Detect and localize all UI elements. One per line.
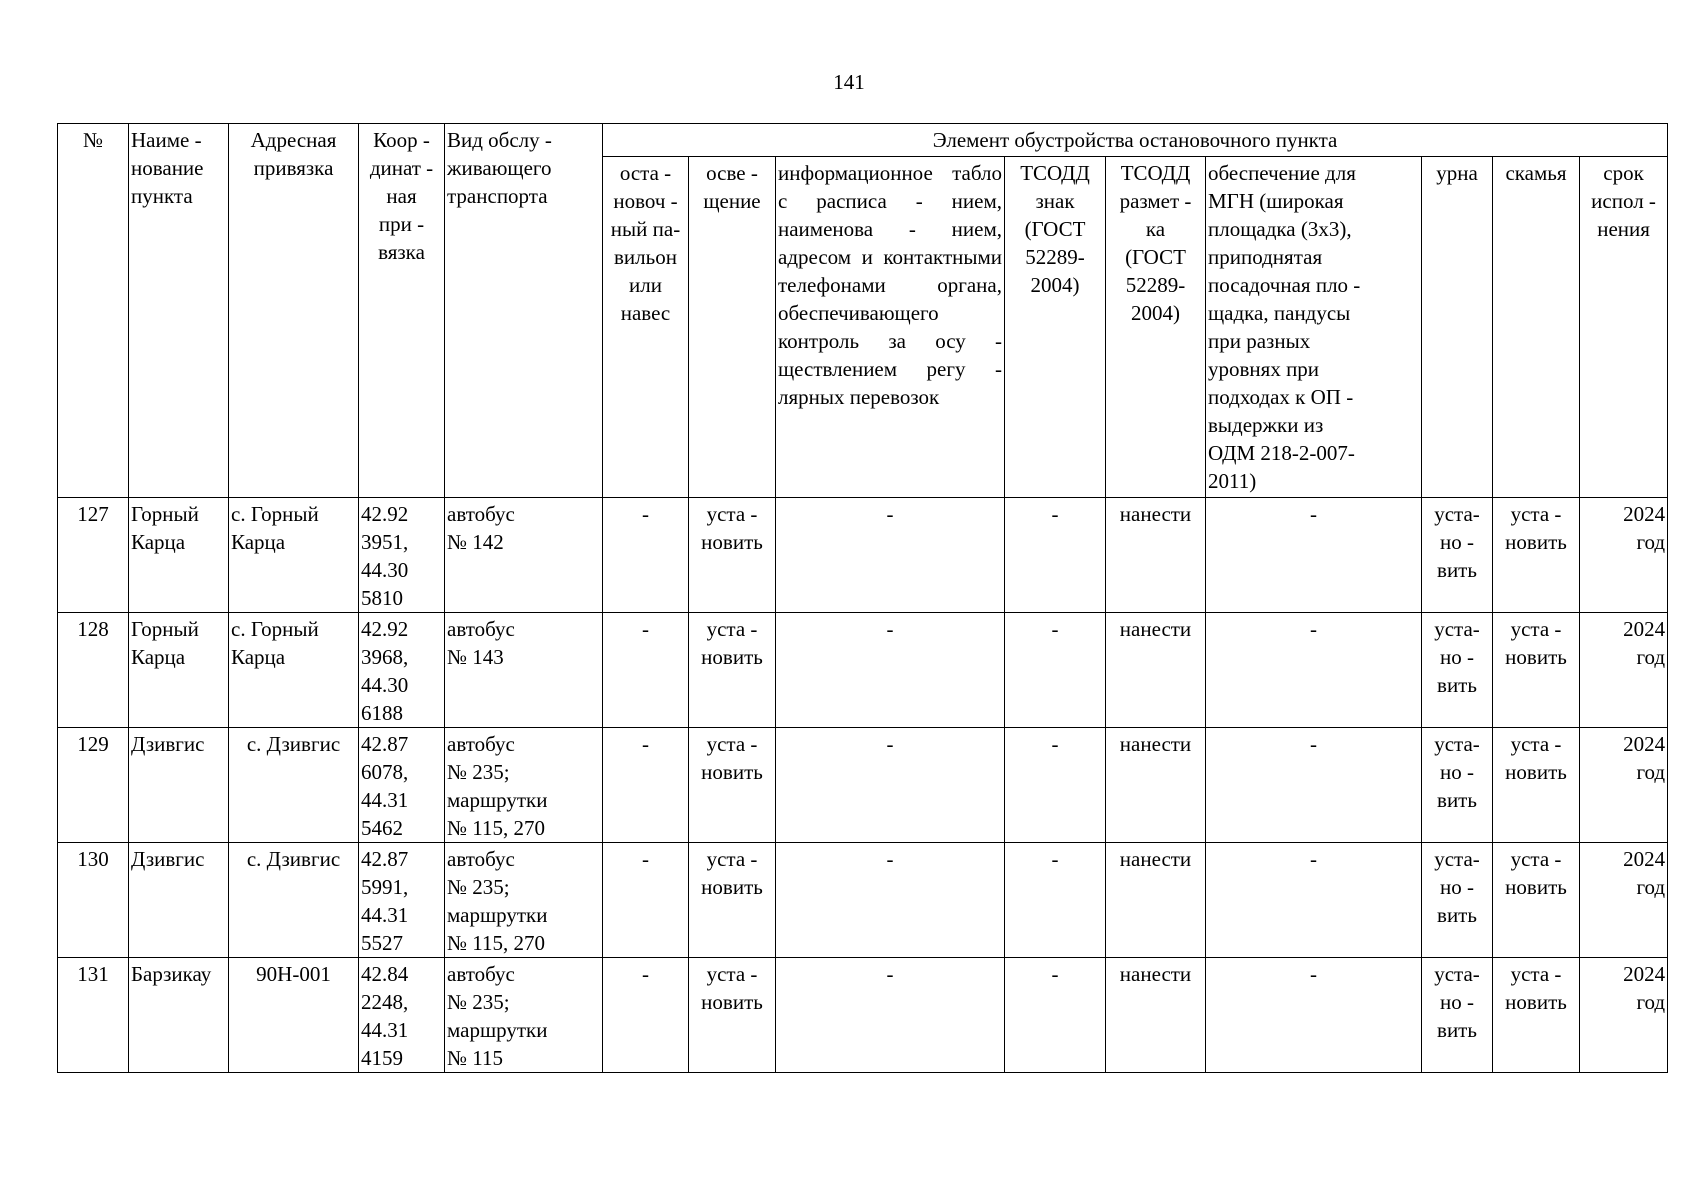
cell-info-board: -: [776, 843, 1005, 958]
cell-tsodd-marking: нанести: [1106, 613, 1206, 728]
bus-stop-table: [57, 123, 1668, 1073]
header-tsodd-sign: ТСОДД знак (ГОСТ 52289- 2004): [1005, 157, 1106, 498]
table-row: [58, 843, 1668, 958]
cell-address: с. Дзивгис: [229, 728, 359, 843]
cell-lighting: уста - новить: [689, 958, 776, 1073]
header-num: №: [58, 124, 129, 498]
cell-address: 90Н-001: [229, 958, 359, 1073]
cell-tsodd-sign: -: [1005, 498, 1106, 613]
cell-deadline: 2024 год: [1580, 613, 1668, 728]
cell-lighting: уста - новить: [689, 498, 776, 613]
cell-info-board: -: [776, 958, 1005, 1073]
cell-name: Дзивгис: [129, 843, 229, 958]
cell-pavilion: -: [603, 498, 689, 613]
cell-name: Барзикау: [129, 958, 229, 1073]
header-info-board: информационное табло с расписа - нием, наименова - нием, адресом и контактными телефонами органа, обеспечивающего контроль за осу - ществлением регу - лярных перевозок: [776, 157, 1005, 498]
cell-mgn: -: [1206, 843, 1422, 958]
cell-coords: 42.92 3951, 44.30 5810: [359, 498, 445, 613]
cell-urn: уста- но - вить: [1422, 613, 1493, 728]
cell-num: 127: [58, 498, 129, 613]
cell-urn: уста- но - вить: [1422, 498, 1493, 613]
cell-transport: автобус № 235; маршрутки № 115, 270: [445, 843, 603, 958]
cell-transport: автобус № 142: [445, 498, 603, 613]
cell-address: с. Горный Карца: [229, 613, 359, 728]
cell-mgn: -: [1206, 728, 1422, 843]
cell-tsodd-sign: -: [1005, 728, 1106, 843]
header-bench: скамья: [1493, 157, 1580, 498]
cell-pavilion: -: [603, 613, 689, 728]
table-body: [58, 498, 1668, 1073]
cell-num: 131: [58, 958, 129, 1073]
header-tsodd-marking: ТСОДД размет - ка (ГОСТ 52289- 2004): [1106, 157, 1206, 498]
cell-bench: уста - новить: [1493, 728, 1580, 843]
cell-transport: автобус № 235; маршрутки № 115: [445, 958, 603, 1073]
cell-coords: 42.92 3968, 44.30 6188: [359, 613, 445, 728]
cell-urn: уста- но - вить: [1422, 958, 1493, 1073]
cell-pavilion: -: [603, 728, 689, 843]
cell-tsodd-marking: нанести: [1106, 728, 1206, 843]
header-deadline: срок испол - нения: [1580, 157, 1668, 498]
cell-transport: автобус № 143: [445, 613, 603, 728]
cell-lighting: уста - новить: [689, 728, 776, 843]
cell-bench: уста - новить: [1493, 613, 1580, 728]
cell-mgn: -: [1206, 958, 1422, 1073]
cell-info-board: -: [776, 498, 1005, 613]
header-lighting: осве - щение: [689, 157, 776, 498]
header-address: Адресная привязка: [229, 124, 359, 498]
cell-name: Дзивгис: [129, 728, 229, 843]
cell-lighting: уста - новить: [689, 843, 776, 958]
cell-deadline: 2024 год: [1580, 728, 1668, 843]
cell-deadline: 2024 год: [1580, 958, 1668, 1073]
cell-pavilion: -: [603, 843, 689, 958]
header-pavilion: оста - новоч - ный па- вильон или навес: [603, 157, 689, 498]
cell-mgn: -: [1206, 613, 1422, 728]
cell-address: с. Горный Карца: [229, 498, 359, 613]
cell-num: 128: [58, 613, 129, 728]
cell-coords: 42.87 6078, 44.31 5462: [359, 728, 445, 843]
cell-tsodd-sign: -: [1005, 613, 1106, 728]
cell-lighting: уста - новить: [689, 613, 776, 728]
cell-tsodd-marking: нанести: [1106, 958, 1206, 1073]
cell-bench: уста - новить: [1493, 958, 1580, 1073]
cell-info-board: -: [776, 613, 1005, 728]
header-coords: Коор - динат - ная при - вязка: [359, 124, 445, 498]
cell-urn: уста- но - вить: [1422, 728, 1493, 843]
header-mgn: обеспечение для МГН (широкая площадка (3х3), приподнятая посадочная пло - щадка, пандусы при разных уровнях при подходах к ОП - выдержки из ОДМ 218-2-007- 2011): [1206, 157, 1422, 498]
table-header: [58, 124, 1668, 498]
cell-name: Горный Карца: [129, 498, 229, 613]
header-urn: урна: [1422, 157, 1493, 498]
cell-bench: уста - новить: [1493, 843, 1580, 958]
cell-tsodd-sign: -: [1005, 843, 1106, 958]
cell-num: 129: [58, 728, 129, 843]
table-row: [58, 728, 1668, 843]
table-row: [58, 498, 1668, 613]
cell-bench: уста - новить: [1493, 498, 1580, 613]
header-name: Наиме - нование пункта: [129, 124, 229, 498]
cell-coords: 42.84 2248, 44.31 4159: [359, 958, 445, 1073]
table-row: [58, 958, 1668, 1073]
header-group: Элемент обустройства остановочного пункта: [603, 124, 1668, 157]
table-row: [58, 613, 1668, 728]
cell-deadline: 2024 год: [1580, 843, 1668, 958]
cell-mgn: -: [1206, 498, 1422, 613]
cell-urn: уста- но - вить: [1422, 843, 1493, 958]
cell-info-board: -: [776, 728, 1005, 843]
cell-transport: автобус № 235; маршрутки № 115, 270: [445, 728, 603, 843]
cell-tsodd-sign: -: [1005, 958, 1106, 1073]
cell-name: Горный Карца: [129, 613, 229, 728]
cell-coords: 42.87 5991, 44.31 5527: [359, 843, 445, 958]
cell-address: с. Дзивгис: [229, 843, 359, 958]
header-transport: Вид обслу - живающего транспорта: [445, 124, 603, 498]
cell-tsodd-marking: нанести: [1106, 843, 1206, 958]
cell-deadline: 2024 год: [1580, 498, 1668, 613]
cell-num: 130: [58, 843, 129, 958]
cell-tsodd-marking: нанести: [1106, 498, 1206, 613]
page-number: 141: [833, 70, 865, 94]
cell-pavilion: -: [603, 958, 689, 1073]
